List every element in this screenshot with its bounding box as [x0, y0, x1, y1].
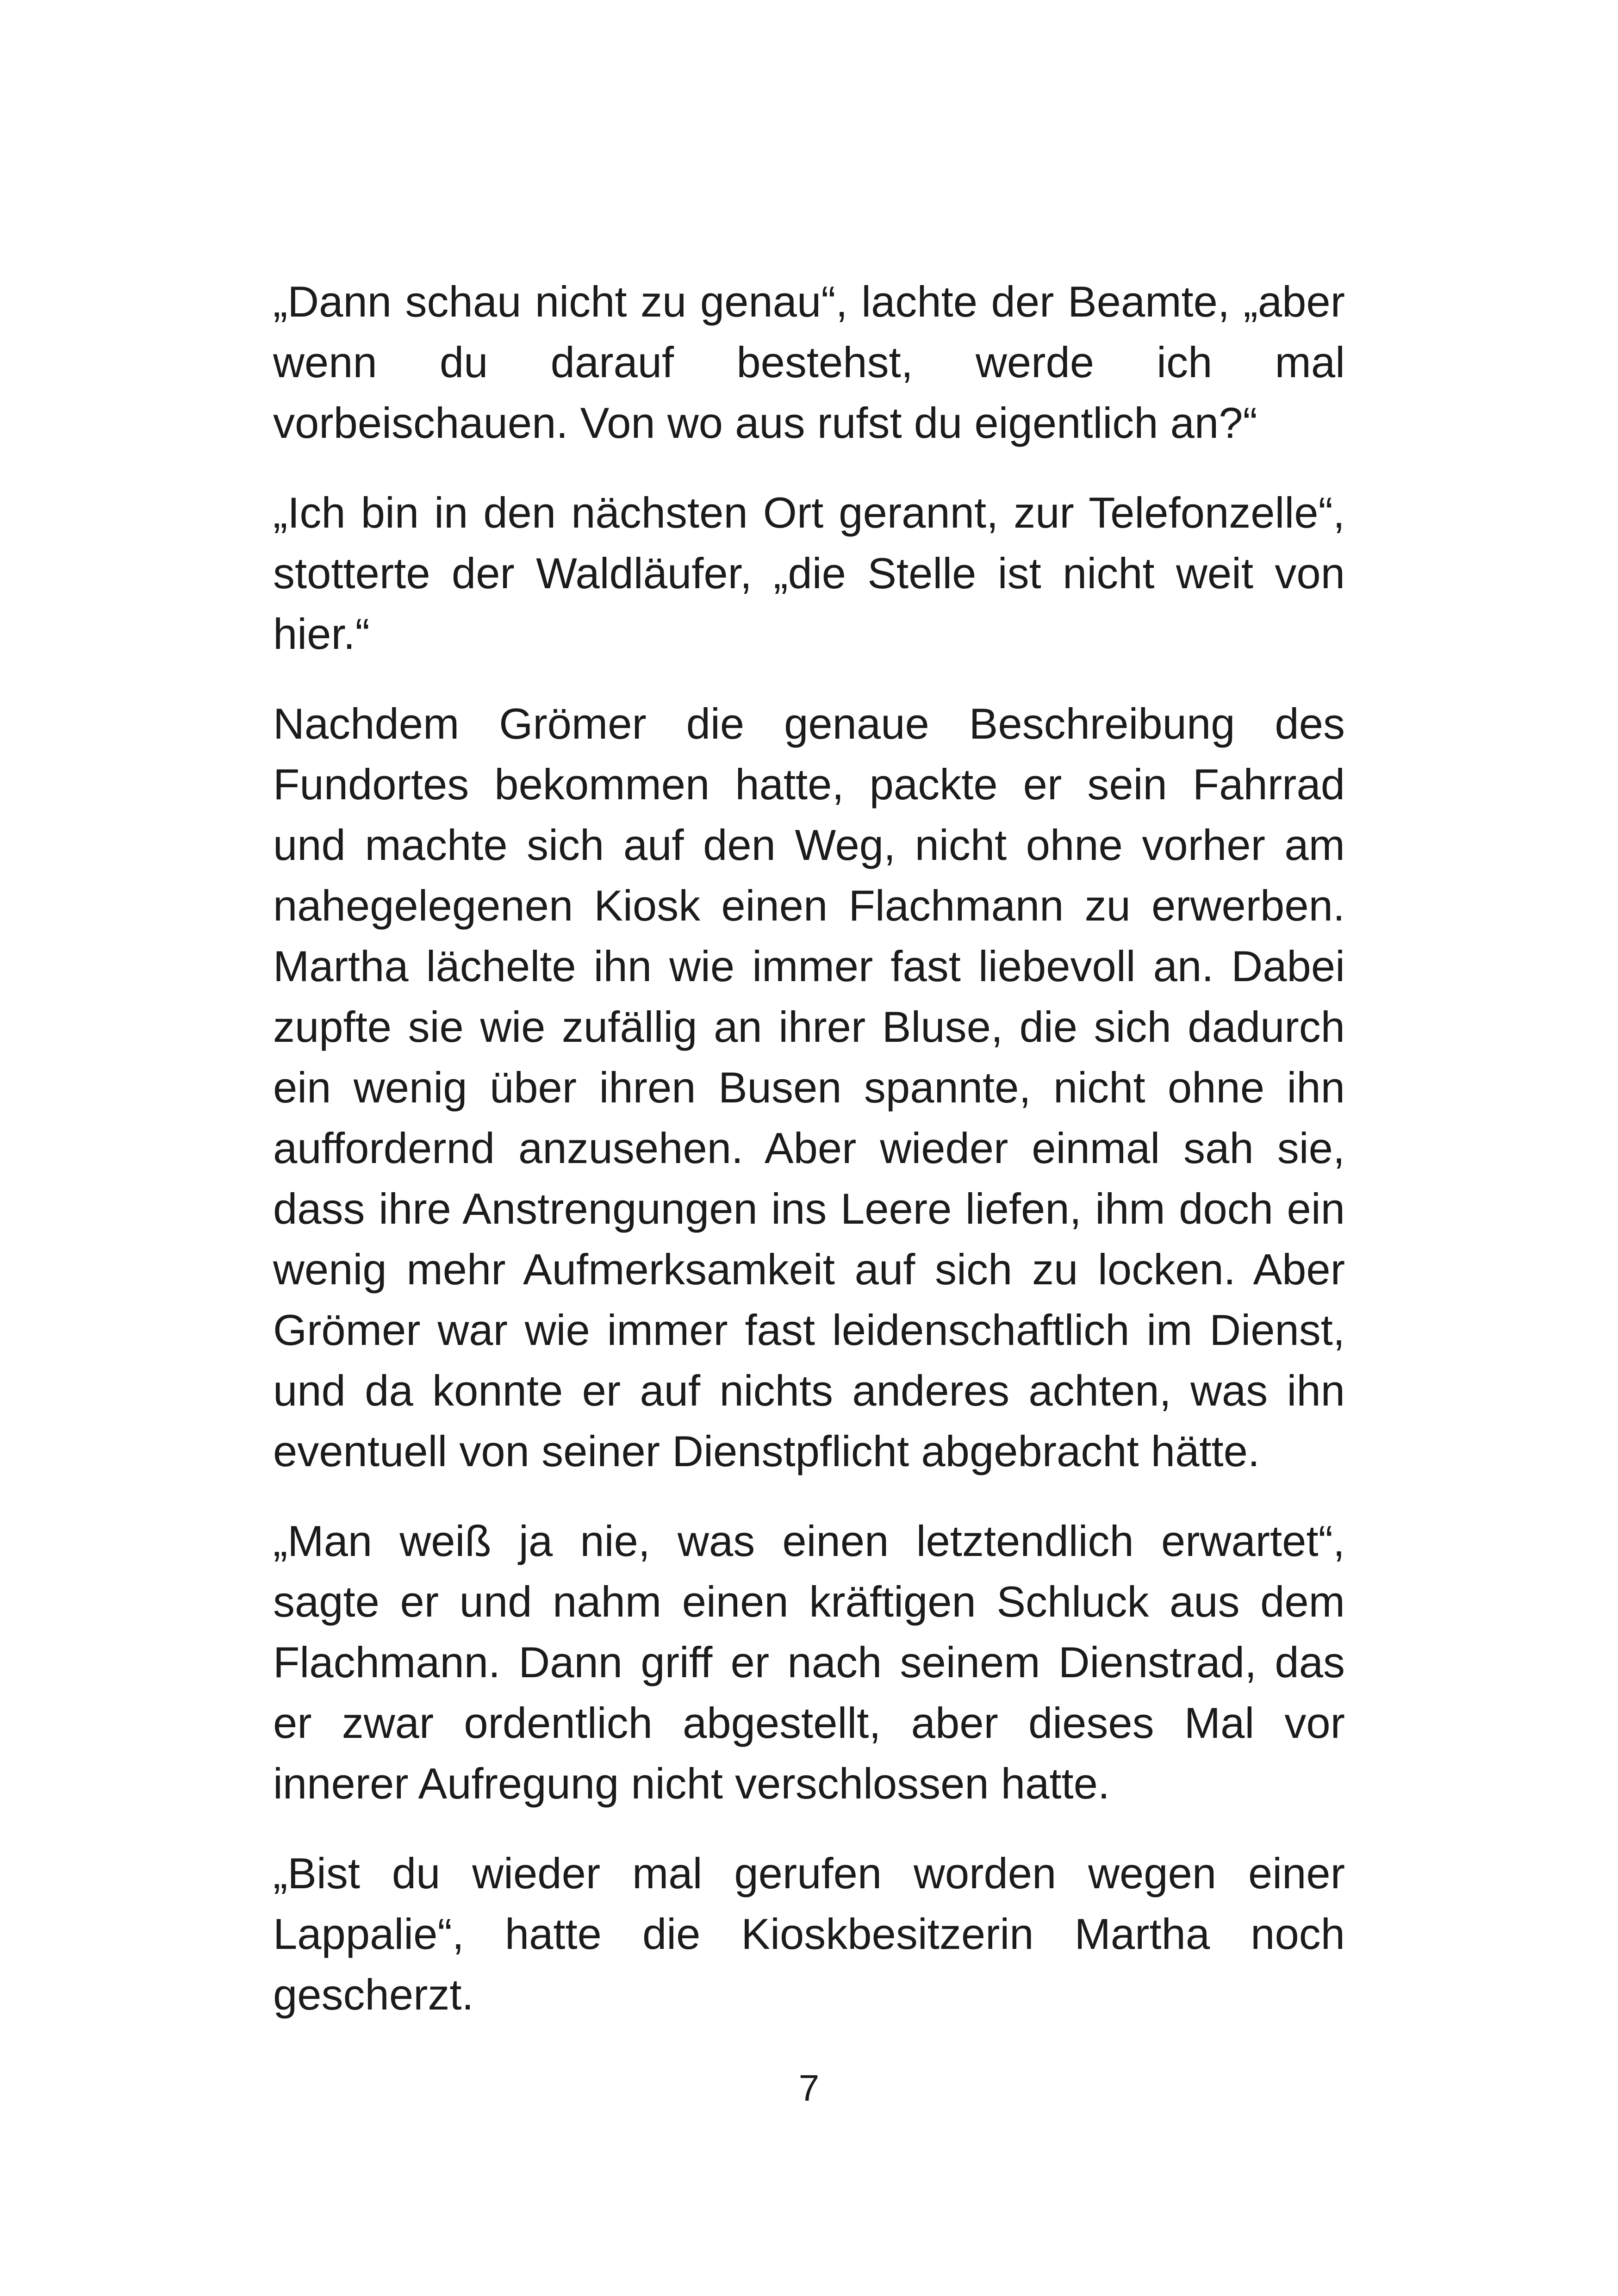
paragraph: „Man weiß ja nie, was einen letztendlich erwartet“, sagte er und nahm einen kräftigen Schluck aus dem Flachmann. Dann griff er nach seinem Dienstrad, das er zwar ordentlich abgestellt, aber dieses Mal vor innerer Aufregung nicht verschlossen hatte. [273, 1517, 1345, 1808]
paragraph: „Ich bin in den nächsten Ort gerannt, zur Telefonzelle“, stotterte der Waldläufer, „die Stelle ist nicht weit von hier.“ [273, 488, 1345, 658]
paragraph: Nachdem Grömer die genaue Beschreibung des Fundortes bekommen hatte, packte er sein Fahrrad und machte sich auf den Weg, nicht ohne vorher am nahegelegenen Kiosk einen Flachmann zu erwerben. Martha lächelte ihn wie immer fast liebevoll an. Dabei zupfte sie wie zufällig an ihrer Bluse, die sich dadurch ein wenig über ihren Busen spannte, nicht ohne ihn auffordernd anzusehen. Aber wieder einmal sah sie, dass ihre Anstrengungen ins Leere liefen, ihm doch ein wenig mehr Aufmerksamkeit auf sich zu locken. Aber Grömer war wie immer fast leidenschaftlich im Dienst, und da konnte er auf nichts anderes achten, was ihn eventuell von seiner Dienstpflicht abgebracht hätte. [273, 699, 1345, 1475]
paragraph: „Dann schau nicht zu genau“, lachte der Beamte, „aber wenn du darauf bestehst, werde ich mal vorbeischauen. Von wo aus rufst du eigentlich an?“ [273, 277, 1345, 447]
body-text [273, 271, 1345, 2025]
page-number: 7 [798, 2067, 820, 2109]
paragraph: „Bist du wieder mal gerufen worden wegen einer Lappalie“, hatte die Kioskbesitzerin Martha noch gescherzt. [273, 1849, 1345, 2019]
